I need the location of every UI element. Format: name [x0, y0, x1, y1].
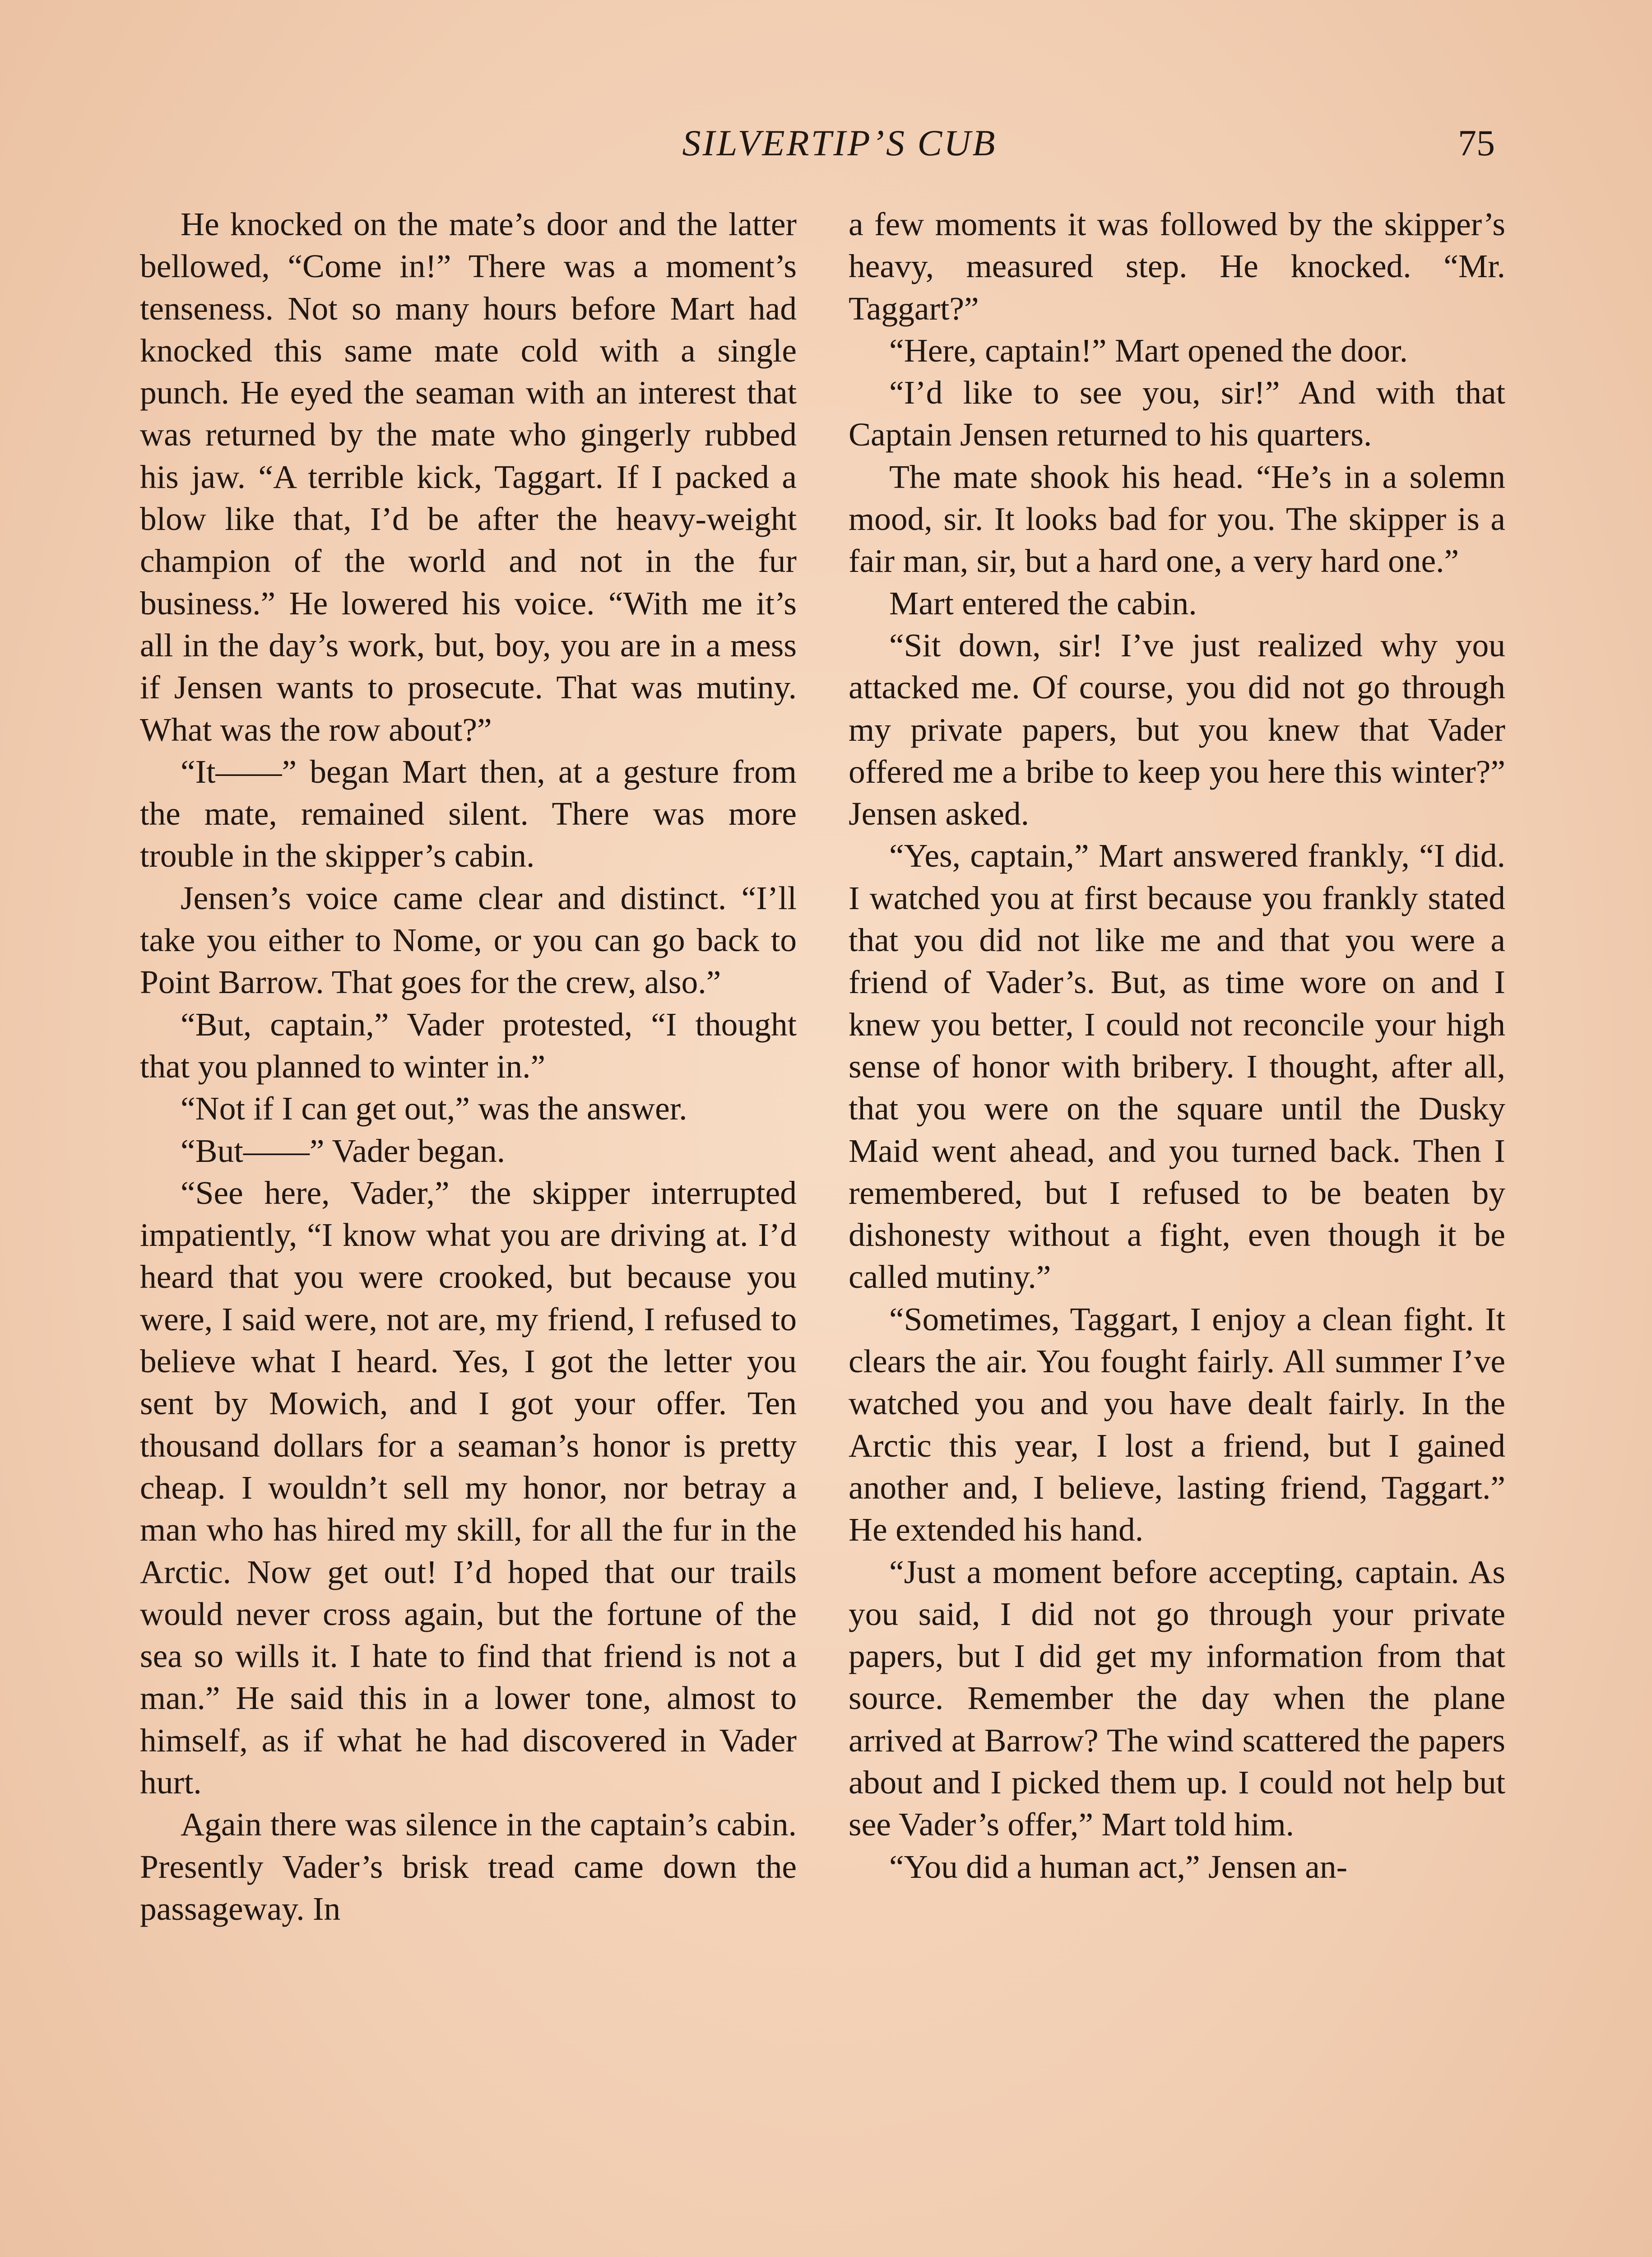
paragraph: “Here, captain!” Mart opened the door. [889, 332, 1408, 369]
paragraph: “But, captain,” Vader protested, “I thought that you planned to winter in.” [140, 1006, 797, 1085]
page-number: 75 [1458, 122, 1495, 163]
paragraph: a few moments it was followed by the skipper’s heavy, measured step. He knocked. “Mr. Taggart?” [849, 206, 1505, 327]
running-title: SILVERTIP’S CUB [682, 122, 997, 163]
left-text-column [140, 203, 797, 1930]
paragraph: “But——” Vader began. [181, 1132, 506, 1169]
paragraph: “Sit down, sir! I’ve just realized why you attacked me. Of course, you did not go through my private papers, but you knew that Vader offered me a bribe to keep you here this winter?” Jensen asked. [849, 627, 1505, 832]
paragraph: Jensen’s voice came clear and distinct. “I’ll take you either to Nome, or you can go back to Point Barrow. That goes for the crew, also.” [140, 879, 797, 1001]
paragraph: “Not if I can get out,” was the answer. [181, 1090, 687, 1127]
paragraph: “Sometimes, Taggart, I enjoy a clean fight. It clears the air. You fought fairly. All summer I’ve watched you and you have dealt fairly. In the Arctic this year, I lost a friend, but I gained another and, I believe, lasting friend, Taggart.” He extended his hand. [849, 1300, 1505, 1548]
paragraph: He knocked on the mate’s door and the latter bellowed, “Come in!” There was a moment’s tenseness. Not so many hours before Mart had knocked this same mate cold with a single punch. He eyed the seaman with an interest that was returned by the mate who gingerly rubbed his jaw. “A terrible kick, Taggart. If I packed a blow like that, I’d be after the heavy-weight champion of the world and not in the fur business.” He lowered his voice. “With me it’s all in the day’s work, but, boy, you are in a mess if Jensen wants to prosecute. That was mutiny. What was the row about?” [140, 206, 797, 748]
paragraph: “Just a moment before accepting, captain. As you said, I did not go through your private papers, but I did get my information from that source. Remember the day when the plane arrived at Barrow? The wind scattered the papers about and I picked them up. I could not help but see Vader’s offer,” Mart told him. [849, 1553, 1505, 1843]
paragraph: “Yes, captain,” Mart answered frankly, “I did. I watched you at first because you frankly stated that you did not like me and that you were a friend of Vader’s. But, as time wore on and I knew you better, I could not reconcile your high sense of honor with bribery. I thought, after all, that you were on the square until the Dusky Maid went ahead, and you turned back. Then I remembered, but I refused to be beaten by dishonesty without a fight, even though it be called mutiny.” [849, 837, 1505, 1296]
paragraph: The mate shook his head. “He’s in a solemn mood, sir. It looks bad for you. The skipper is a fair man, sir, but a hard one, a very hard one.” [849, 458, 1505, 580]
paragraph: “See here, Vader,” the skipper interrupted impatiently, “I know what you are driving at. I’d heard that you were crooked, but because you were, I said were, not are, my friend, I refused to believe what I heard. Yes, I got the letter you sent by Mowich, and I got your offer. Ten thousand dollars for a seaman’s honor is pretty cheap. I wouldn’t sell my honor, nor betray a man who has hired my skill, for all the fur in the Arctic. Now get out! I’d hoped that our trails would never cross again, but the fortune of the sea so wills it. I hate to find that friend is not a man.” He said this in a lower tone, almost to himself, as if what he had discovered in Vader hurt. [140, 1174, 797, 1801]
paragraph: “It——” began Mart then, at a gesture from the mate, remained silent. There was more trouble in the skipper’s cabin. [140, 753, 797, 874]
paragraph: Again there was silence in the captain’s cabin. Presently Vader’s brisk tread came down the passageway. In [140, 1806, 797, 1927]
paragraph: “I’d like to see you, sir!” And with that Captain Jensen returned to his quarters. [849, 374, 1505, 453]
paragraph: “You did a human act,” Jensen an- [889, 1848, 1348, 1885]
paragraph: Mart entered the cabin. [889, 585, 1197, 622]
right-text-column [849, 203, 1505, 1888]
